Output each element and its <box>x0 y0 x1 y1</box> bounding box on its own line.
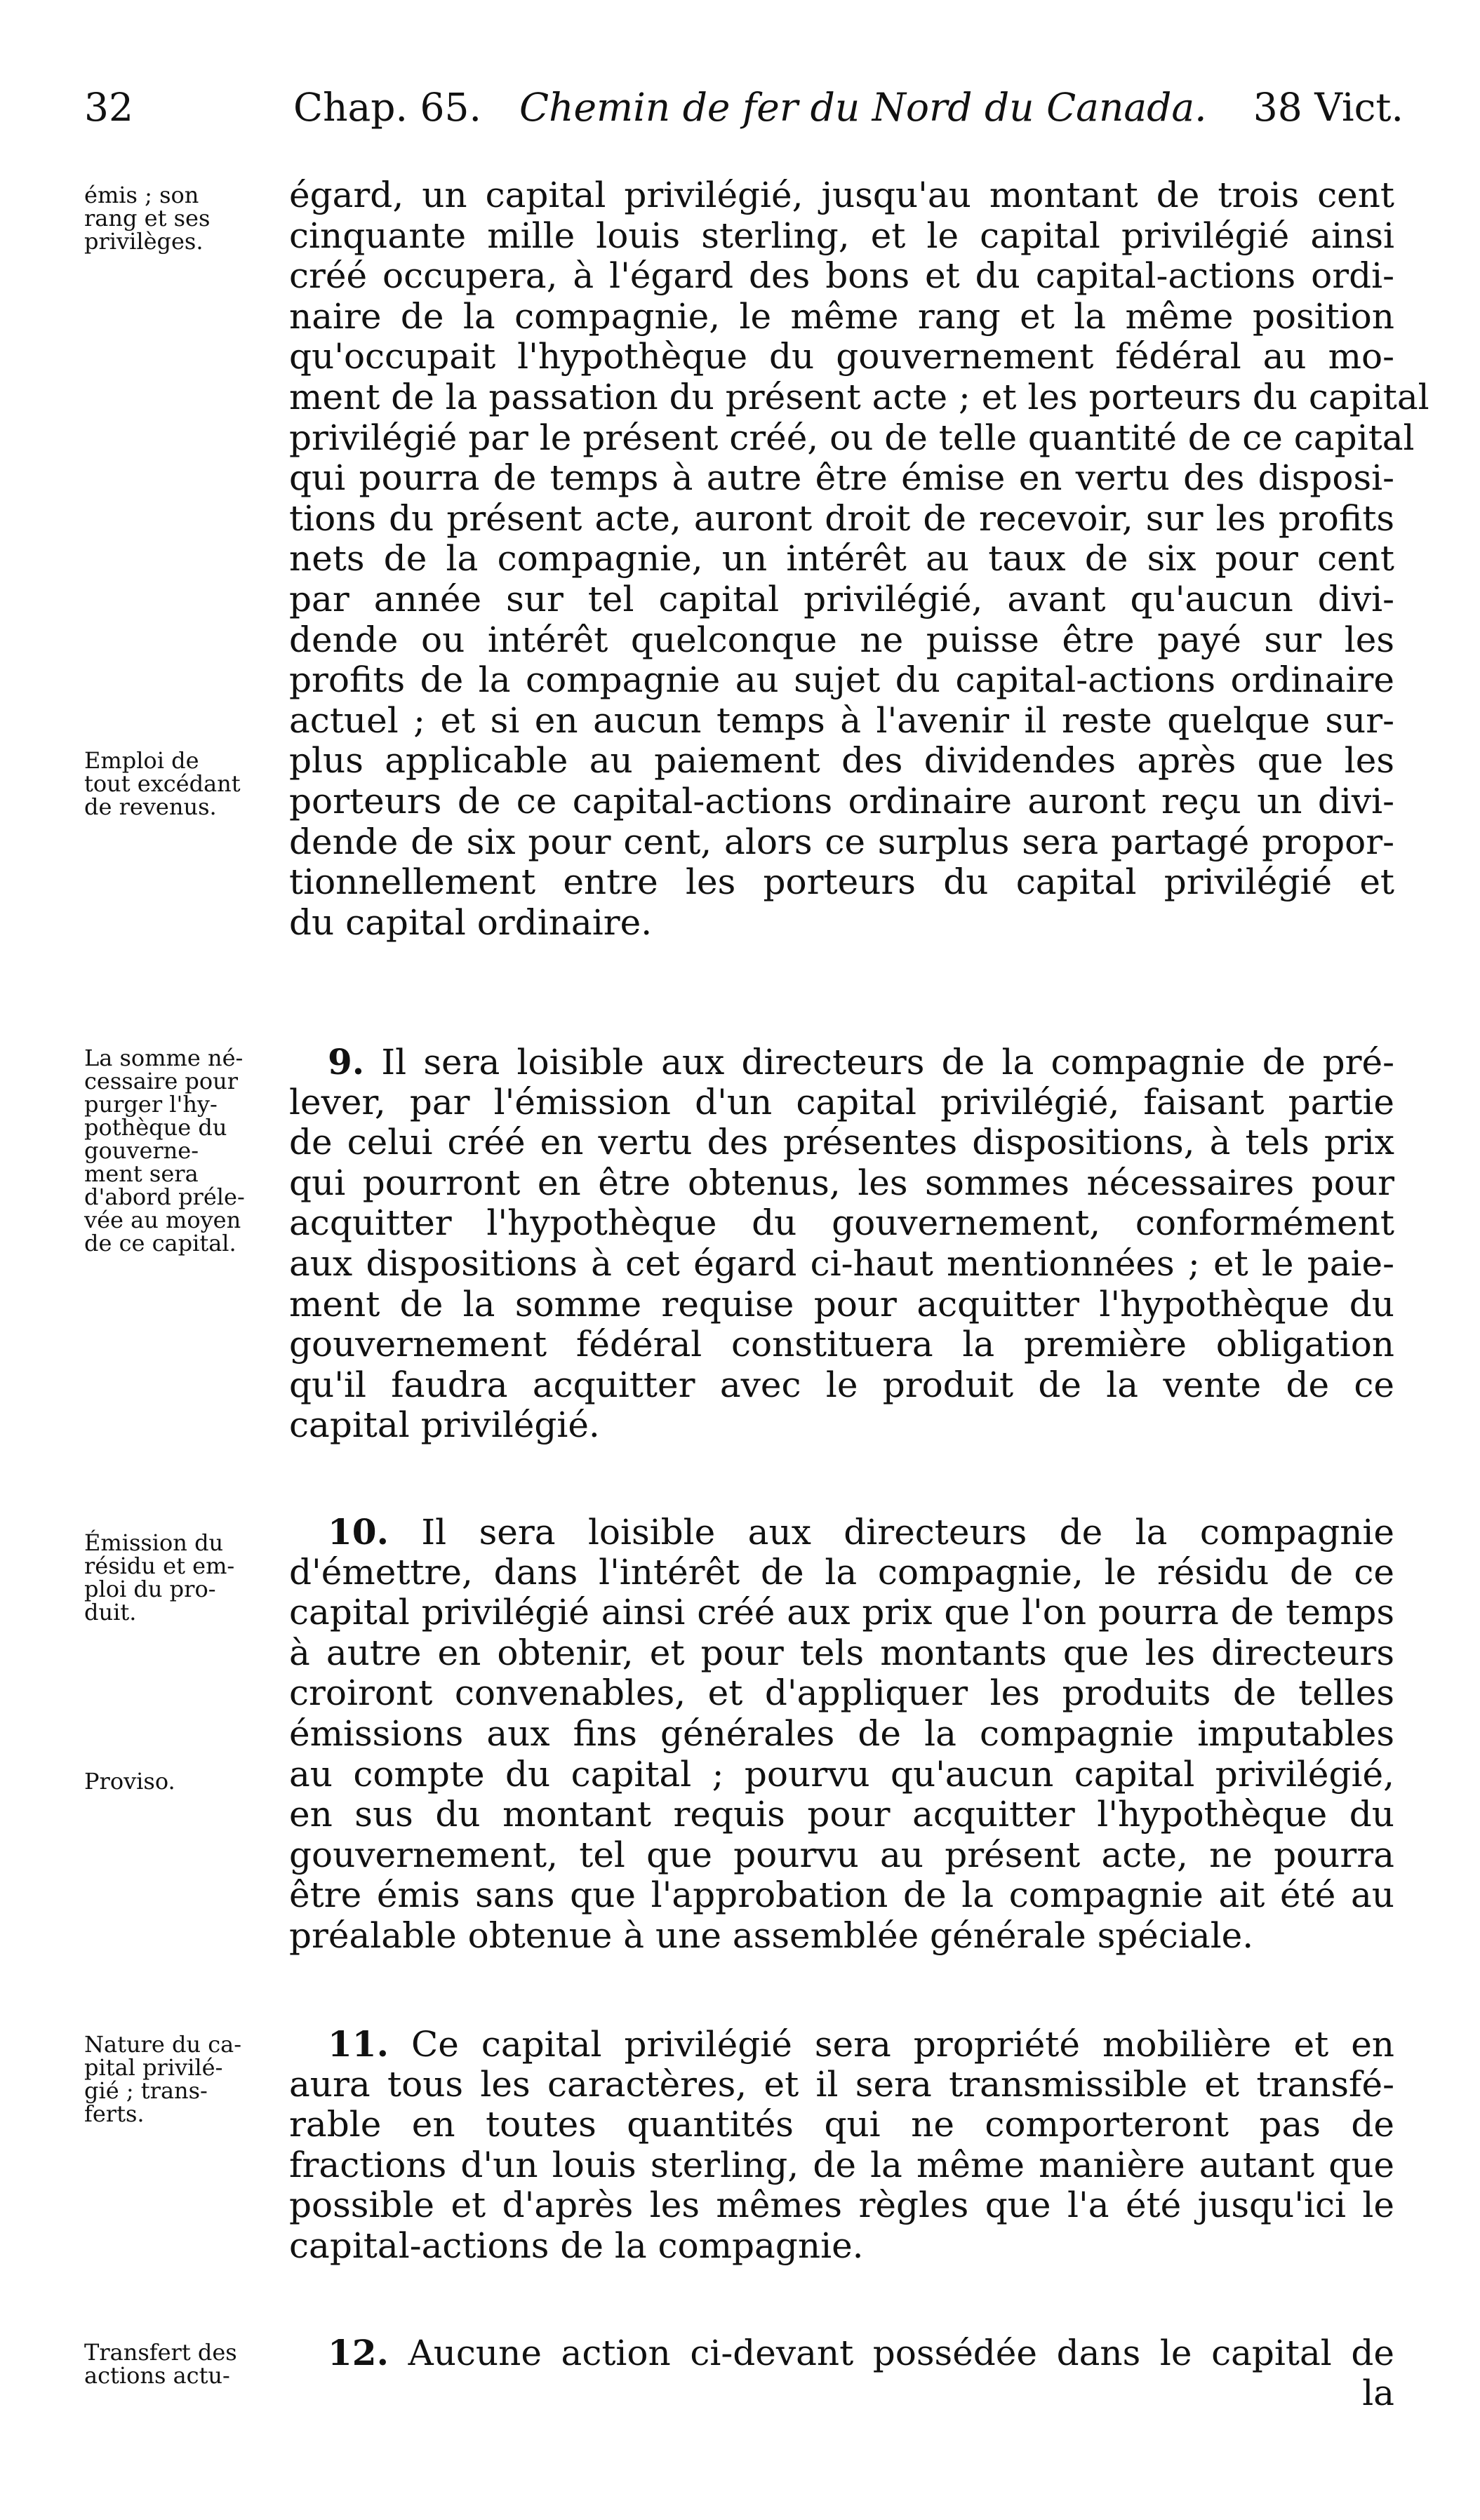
margin-note-emploi: Emploi de tout excédant de revenus. <box>84 747 241 820</box>
section-9 <box>289 1042 1394 1446</box>
section-11 <box>289 2024 1394 2267</box>
text-line: créé occupera, à l'égard des bons et du capital-actions ordi- <box>289 255 1394 297</box>
section-first-line <box>289 1512 1394 1553</box>
text-line: porteurs de ce capital-actions ordinaire auront reçu un divi- <box>289 780 1394 822</box>
text-line: à autre en obtenir, et pour tels montants que les directeurs <box>289 1632 1394 1673</box>
section-first-line <box>289 2333 1394 2373</box>
text-line: privilégié par le présent créé, ou de telle quantité de ce capital <box>289 417 1415 458</box>
text-line: de celui créé en vertu des présentes dispositions, à tels prix <box>289 1122 1394 1163</box>
text-line: lever, par l'émission d'un capital privilégié, faisant partie <box>289 1081 1394 1122</box>
section-first-line <box>289 1042 1394 1083</box>
text-line: ment de la somme requise pour acquitter l'hypothèque du <box>289 1283 1394 1325</box>
text-line: capital-actions de la compagnie. <box>289 2225 864 2266</box>
section-text: Il sera loisible aux directeurs de la compagnie de pré- <box>364 1042 1394 1083</box>
text-line: gouvernement, tel que pourvu au présent acte, ne pourra <box>289 1834 1394 1875</box>
section-number: 11. <box>328 2023 389 2065</box>
section-text: Aucune action ci-devant possédée dans le capital de <box>389 2333 1394 2373</box>
text-line: plus applicable au paiement des dividendes après que les <box>289 740 1394 782</box>
section-text: Il sera loisible aux directeurs de la compagnie <box>389 1512 1394 1553</box>
margin-note-proviso: Proviso. <box>84 1768 175 1795</box>
text-line: dende ou intérêt quelconque ne puisse être payé sur les <box>289 619 1394 660</box>
running-header <box>84 76 1404 139</box>
margin-note-transfert: Transfert des actions actu- <box>84 2339 237 2389</box>
paragraph-continued <box>289 175 1429 943</box>
text-line: dende de six pour cent, alors ce surplus sera partagé propor- <box>289 821 1394 862</box>
text-line: croiront convenables, et d'appliquer les produits de telles <box>289 1673 1394 1714</box>
text-line: profits de la compagnie au sujet du capital-actions ordinaire <box>289 659 1394 701</box>
section-text: Ce capital privilégié sera propriété mobilière et en <box>389 2024 1394 2065</box>
text-line: préalable obtenue à une assemblée générale spéciale. <box>289 1915 1254 1956</box>
margin-note-somme: La somme né- cessaire pour purger l'hy- pothèque du gouverne- ment sera d'abord préle- vée au moyen de ce capital. <box>84 1045 245 1256</box>
text-line: naire de la compagnie, le même rang et la même position <box>289 295 1394 337</box>
section-number: 10. <box>328 1511 389 1553</box>
page-number: 32 <box>84 85 133 130</box>
text-line: être émis sans que l'approbation de la compagnie ait été au <box>289 1875 1394 1916</box>
text-line: qui pourront en être obtenus, les sommes nécessaires pour <box>289 1162 1394 1203</box>
regnal-year: 38 Vict. <box>1253 85 1404 130</box>
text-line: gouvernement fédéral constituera la première obligation <box>289 1324 1394 1365</box>
text-line: d'émettre, dans l'intérêt de la compagnie, le résidu de ce <box>289 1551 1394 1593</box>
text-line: acquitter l'hypothèque du gouvernement, conformément <box>289 1202 1394 1244</box>
text-line: qu'occupait l'hypothèque du gouvernement fédéral au mo- <box>289 336 1394 377</box>
margin-note-rang: émis ; son rang et ses privilèges. <box>84 182 211 255</box>
section-10 <box>289 1512 1394 1957</box>
text-line: au compte du capital ; pourvu qu'aucun capital privilégié, <box>289 1753 1394 1795</box>
text-line: possible et d'après les mêmes règles que l'a été jusqu'ici le <box>289 2185 1394 2226</box>
margin-note-emission: Émission du résidu et em- ploi du pro- duit. <box>84 1529 235 1626</box>
text-line: qui pourra de temps à autre être émise en vertu des disposi- <box>289 457 1394 499</box>
catchword: la <box>1362 2372 1394 2413</box>
text-line: en sus du montant requis pour acquitter l'hypothèque du <box>289 1794 1394 1835</box>
text-line: égard, un capital privilégié, jusqu'au montant de trois cent <box>289 175 1394 215</box>
text-line: aux dispositions à cet égard ci-haut mentionnées ; et le paie- <box>289 1242 1394 1284</box>
text-line: rable en toutes quantités qui ne comporteront pas de <box>289 2104 1394 2145</box>
text-line: cinquante mille louis sterling, et le capital privilégié ainsi <box>289 215 1394 256</box>
margin-note-nature: Nature du ca- pital privilé- gié ; trans- ferts. <box>84 2031 242 2127</box>
text-line: capital privilégié ainsi créé aux prix que l'on pourra de temps <box>289 1592 1394 1633</box>
text-line: fractions d'un louis sterling, de la même manière autant que <box>289 2144 1394 2185</box>
section-first-line <box>289 2024 1394 2065</box>
text-line: par année sur tel capital privilégié, avant qu'aucun divi- <box>289 578 1394 619</box>
text-line: nets de la compagnie, un intérêt au taux de six pour cent <box>289 538 1394 579</box>
act-title: Chemin de fer du Nord du Canada. <box>519 85 1207 130</box>
section-number: 9. <box>328 1041 365 1083</box>
text-line: ment de la passation du présent acte ; et les porteurs du capital <box>289 376 1429 417</box>
text-line: tionnellement entre les porteurs du capital privilégié et <box>289 862 1394 903</box>
section-12 <box>289 2333 1394 2413</box>
text-line: capital privilégié. <box>289 1405 600 1446</box>
text-line: émissions aux fins générales de la compagnie imputables <box>289 1713 1394 1754</box>
text-line: tions du présent acte, auront droit de recevoir, sur les profits <box>289 497 1394 539</box>
text-line: aura tous les caractères, et il sera transmissible et transfé- <box>289 2063 1394 2105</box>
text-line: actuel ; et si en aucun temps à l'avenir il reste quelque sur- <box>289 699 1394 741</box>
text-line: du capital ordinaire. <box>289 902 653 943</box>
chapter-label: Chap. 65. <box>293 85 481 130</box>
text-line: qu'il faudra acquitter avec le produit de la vente de ce <box>289 1364 1394 1405</box>
section-number: 12. <box>328 2332 389 2373</box>
